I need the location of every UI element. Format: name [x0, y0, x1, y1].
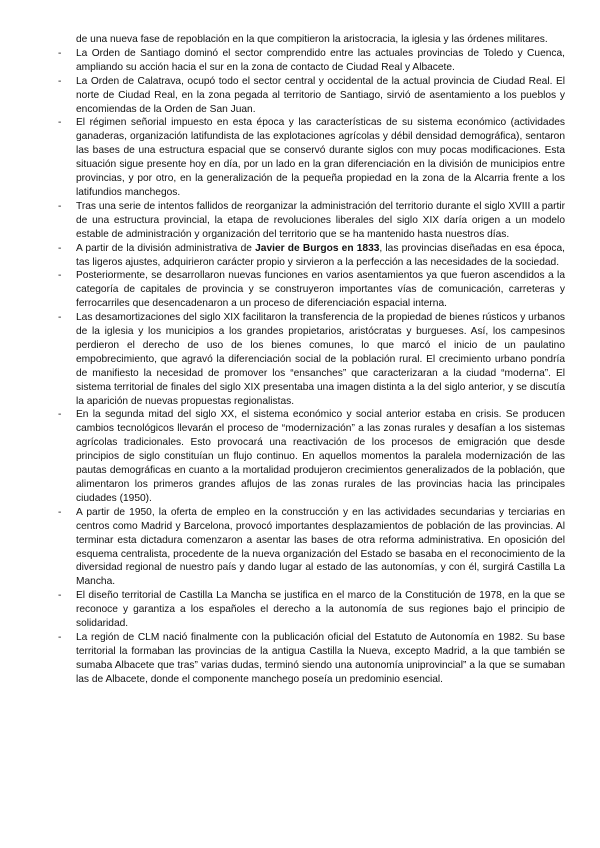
list-item-text [76, 76, 565, 115]
list-item [58, 589, 565, 631]
dash-marker: - [58, 506, 62, 518]
text-run: Tras una serie de intentos fallidos de reorganizar la administración del territorio durante el siglo XVIII a partir de una estructura provincial, la etapa de revoluciones liberales del siglo XIX daría origen a un modelo estable de administración y organización del territorio que se ha mantenido hasta nuestros días. [76, 200, 565, 240]
list-item-text [76, 507, 565, 588]
document-body [58, 33, 565, 687]
dash-marker: - [58, 631, 62, 643]
list-item-text [76, 201, 565, 240]
text-run: La Orden de Santiago dominó el sector comprendido entre las actuales provincias de Toledo y Cuenca, ampliando su acción hacia el sur en la zona de contacto de Ciudad Real y Albacete. [76, 47, 565, 73]
text-run: La región de CLM nació finalmente con la publicación oficial del Estatuto de Autonomía en 1982. Su base territorial la formaban las provincias de la antigua Castilla la Nueva, excepto Madrid, a la que también se sumaba Albacete que tras” varias dudas, terminó siendo una autonomía uniprovincial” a la que se sumaban las de Albacete, donde el componente manchego poseía un predominio esencial. [76, 631, 565, 685]
text-run: Posteriormente, se desarrollaron nuevas funciones en varios asentamientos ya que fueron ascendidos a la categoría de capitales de provincia y se construyeron importantes vías de comunicación, carreteras y ferrocarriles que desencadenaron a un proceso de diferenciación espacial interna. [76, 270, 565, 310]
list-item-text [76, 243, 565, 268]
list-item [58, 631, 565, 687]
dash-marker: - [58, 47, 62, 59]
text-run: En la segunda mitad del siglo XX, el sistema económico y social anterior estaba en crisis. Se producen cambios tecnológicos llevarán el proceso de “modernización” a las zonas rurales y desafían a los sistemas agrícolas tradicionales. Esto provocará una reactivación de los procesos de emigración que desde principios de siglo constituían un flujo continuo. En aquellos momentos la paralela modernización de las pautas demográficas en cuanto a la mortalidad produjeron crecimientos generalizados de la población, que alimentaron los primeros grandes aflujos de las zonas rurales de las provincias hacia las principales ciudades (1950). [76, 409, 565, 504]
dash-marker: - [58, 270, 62, 282]
list-item-text [76, 270, 565, 309]
list-item-text [76, 409, 565, 503]
dash-marker: - [58, 312, 62, 324]
list-item-text [76, 117, 565, 198]
list-item-text [76, 632, 565, 685]
text-run: , las provincias diseñadas en esa época, tas ligeros ajustes, adquirieron carácter propio y sirvieron a la perfección a las necesidades de la sociedad. [76, 242, 565, 268]
text-run: A partir de la división administrativa de [76, 242, 256, 254]
bullet-list [58, 47, 565, 687]
list-item-text [76, 312, 565, 406]
list-item [58, 242, 565, 270]
dash-marker: - [58, 242, 62, 254]
text-run: A partir de 1950, la oferta de empleo en la construcción y en las actividades secundarias y terciarias en centros como Madrid y Barcelona, provocó importantes desplazamientos de población de las provincias. Al terminar esta dictadura comenzaron a asentar las bases de otra reforma administrativa. En oposición del esquema centralista, procedente de la nueva organización del Estado se basaba en el reconocimiento de la diversidad regional de nuestro país y dando lugar al estado de las autonomías, y con él, surgirá Castilla La Mancha. [76, 506, 565, 588]
bold-text: Javier de Burgos en 1833 [255, 242, 380, 254]
dash-marker: - [58, 200, 62, 212]
list-item-text [76, 48, 565, 73]
text-run: La Orden de Calatrava, ocupó todo el sector central y occidental de la actual provincia de Ciudad Real. El norte de Ciudad Real, en la zona pegada al territorio de Santiago, sirvió de asentamiento a los pueblos y encomiendas de la Orden de San Juan. [76, 75, 565, 115]
list-item [58, 311, 565, 408]
list-item-text [76, 590, 565, 629]
list-item [58, 408, 565, 505]
continuation-paragraph: de una nueva fase de repoblación en la que compitieron la aristocracia, la iglesia y las órdenes militares. [76, 34, 548, 45]
list-item [58, 75, 565, 117]
dash-marker: - [58, 117, 62, 129]
list-item [58, 506, 565, 589]
list-item [58, 47, 565, 75]
text-run: Las desamortizaciones del siglo XIX facilitaron la transferencia de la propiedad de bienes rústicos y urbanos de la iglesia y los municipios a los grandes propietarios, aristócratas y burgueses. Así, los campesinos perdieron el derecho de uso de los bienes comunes, lo que marcó el inicio de un paulatino empobrecimiento, que agravó la diferenciación social de la población rural. El crecimiento urbano pondría de manifiesto la necesidad de promover los “ensanches” que caracterizaran a la ciudad “moderna”. El sistema territorial de finales del siglo XIX presentaba una imagen distinta a la del siglo anterior, y se discutía la aparición de nuevas propuestas regionalistas. [76, 312, 565, 407]
text-run: El régimen señorial impuesto en esta época y las características de su sistema económico (actividades ganaderas, organización latifundista de las explotaciones agrícolas y débil densidad demográfica), sentaron las bases de una estructura espacial que se conservó durante siglos con muy pocas modificaciones. Esta situación sigue presente hoy en día, por un lado en la gran diferenciación en la división de municipios entre provincias, y por otro, en la generalización de la pequeña propiedad en la zona de la Alcarria frente a los latifundios manchegos. [76, 117, 565, 198]
list-item [58, 200, 565, 242]
dash-marker: - [58, 75, 62, 87]
list-item [58, 116, 565, 199]
dash-marker: - [58, 590, 62, 602]
dash-marker: - [58, 409, 62, 421]
list-item [58, 269, 565, 311]
text-run: El diseño territorial de Castilla La Mancha se justifica en el marco de la Constitución de 1978, en la que se reconoce y garantiza a los españoles el derecho a la autonomía de sus regiones bajo el principio de solidaridad. [76, 590, 565, 630]
